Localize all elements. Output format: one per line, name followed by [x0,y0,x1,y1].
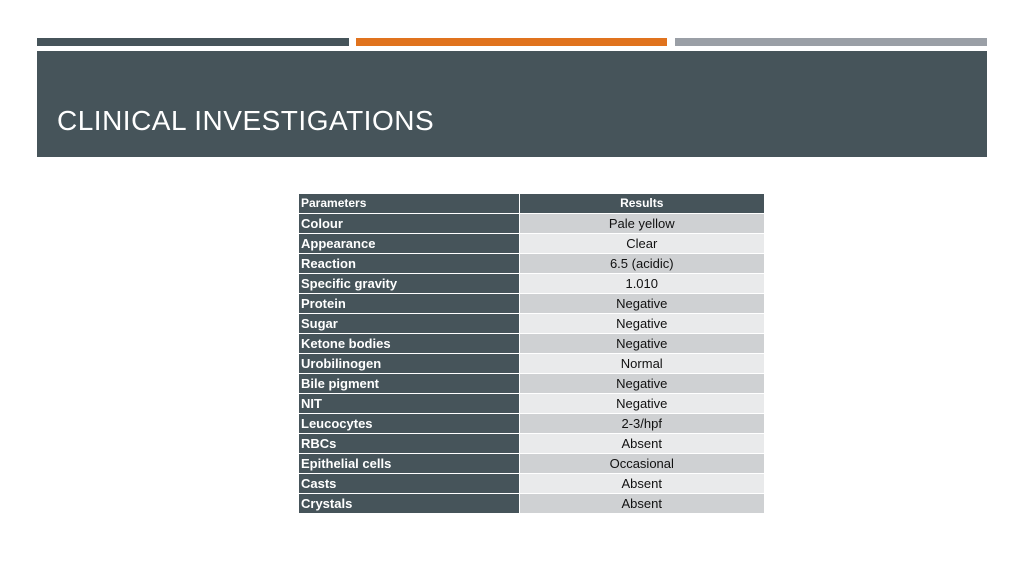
result-cell: Absent [519,474,764,494]
investigations-table [299,194,764,514]
header-results: Results [519,194,764,214]
table-row [299,234,764,254]
result-cell: Clear [519,234,764,254]
parameter-cell: Appearance [299,234,519,254]
table-row [299,314,764,334]
result-cell: Occasional [519,454,764,474]
parameter-cell: Urobilinogen [299,354,519,374]
result-cell: 6.5 (acidic) [519,254,764,274]
result-cell: Absent [519,494,764,514]
result-cell: Normal [519,354,764,374]
parameter-cell: Sugar [299,314,519,334]
parameter-cell: NIT [299,394,519,414]
result-cell: Negative [519,314,764,334]
slide-title: CLINICAL INVESTIGATIONS [57,105,435,136]
parameter-cell: Reaction [299,254,519,274]
parameter-cell: Colour [299,214,519,234]
table-row [299,494,764,514]
table-row [299,274,764,294]
result-cell: Negative [519,374,764,394]
title-banner [37,51,987,157]
decorative-bar-dark [37,38,349,46]
parameter-cell: Specific gravity [299,274,519,294]
header-parameters: Parameters [299,194,519,214]
parameter-cell: Bile pigment [299,374,519,394]
table-row [299,294,764,314]
result-cell: Negative [519,394,764,414]
parameter-cell: RBCs [299,434,519,454]
result-cell: 2-3/hpf [519,414,764,434]
decorative-bar-gray [675,38,987,46]
table-row [299,254,764,274]
parameter-cell: Crystals [299,494,519,514]
table-row [299,454,764,474]
table-row [299,354,764,374]
table-row [299,334,764,354]
table-row [299,474,764,494]
table-row [299,394,764,414]
result-cell: Absent [519,434,764,454]
result-cell: Pale yellow [519,214,764,234]
parameter-cell: Leucocytes [299,414,519,434]
result-cell: Negative [519,334,764,354]
table-row [299,434,764,454]
parameter-cell: Casts [299,474,519,494]
parameter-cell: Epithelial cells [299,454,519,474]
parameter-cell: Protein [299,294,519,314]
table-row [299,414,764,434]
parameter-cell: Ketone bodies [299,334,519,354]
decorative-bar-orange [356,38,667,46]
table-header-row [299,194,764,214]
table-row [299,374,764,394]
result-cell: Negative [519,294,764,314]
result-cell: 1.010 [519,274,764,294]
table-row [299,214,764,234]
